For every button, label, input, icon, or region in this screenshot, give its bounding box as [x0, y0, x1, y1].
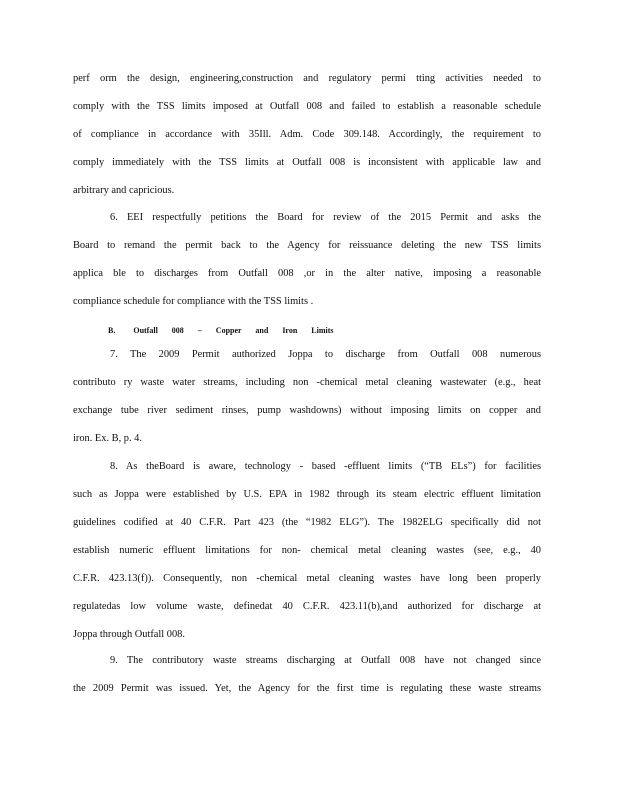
text-line: C.F.R. 423.13(f)). Consequently, non -chemical metal cleaning wastes have long been properly [73, 573, 541, 584]
text-line: contributo ry waste water streams, including non -chemical metal cleaning wastewater (e.g., heat [73, 377, 541, 388]
text-line: arbitrary and capricious. [73, 185, 175, 196]
text-line: iron. Ex. B, p. 4. [73, 433, 142, 444]
paragraph-7-first-line: 7. The 2009 Permit authorized Joppa to discharge from Outfall 008 numerous [110, 349, 541, 360]
text-line: regulatedas low volume waste, definedat 40 C.F.R. 423.11(b),and authorized for discharge at [73, 601, 541, 612]
section-heading [108, 324, 334, 338]
text-line: perf orm the design, engineering,construction and regulatory permi tting activities needed to [73, 73, 541, 84]
paragraph-6-first-line: 6. EEI respectfully petitions the Board for review of the 2015 Permit and asks the [110, 212, 541, 223]
text-line: comply with the TSS limits imposed at Outfall 008 and failed to establish a reasonable schedule [73, 101, 541, 112]
text-line: guidelines codified at 40 C.F.R. Part 423 (the “1982 ELG”). The 1982ELG specifically did not [73, 517, 541, 528]
section-heading-label: B. [108, 326, 116, 335]
text-line: Joppa through Outfall 008. [73, 629, 185, 640]
text-line: applica ble to discharges from Outfall 008 ,or in the alter native, imposing a reasonable [73, 268, 541, 279]
text-line: such as Joppa were established by U.S. EPA in 1982 through its steam electric effluent limitation [73, 489, 541, 500]
text-line: comply immediately with the TSS limits at Outfall 008 is inconsistent with applicable law and [73, 157, 541, 168]
paragraph-8-first-line: 8. As theBoard is aware, technology - based -effluent limits (“TB ELs”) for facilities [110, 461, 541, 472]
text-line: of compliance in accordance with 35Ill. Adm. Code 309.148. Accordingly, the requirement to [73, 129, 541, 140]
text-line: establish numeric effluent limitations for non- chemical metal cleaning wastes (see, e.g., 40 [73, 545, 541, 556]
text-line: compliance schedule for compliance with the TSS limits . [73, 296, 314, 307]
section-heading-text: Outfall 008 – Copper and Iron Limits [133, 326, 334, 335]
paragraph-9-first-line: 9. The contributory waste streams discharging at Outfall 008 have not changed since [110, 655, 541, 666]
text-line: Board to remand the permit back to the Agency for reissuance deleting the new TSS limits [73, 240, 541, 251]
text-line: the 2009 Permit was issued. Yet, the Agency for the first time is regulating these waste streams [73, 683, 541, 694]
text-line: exchange tube river sediment rinses, pump washdowns) without imposing limits on copper and [73, 405, 541, 416]
